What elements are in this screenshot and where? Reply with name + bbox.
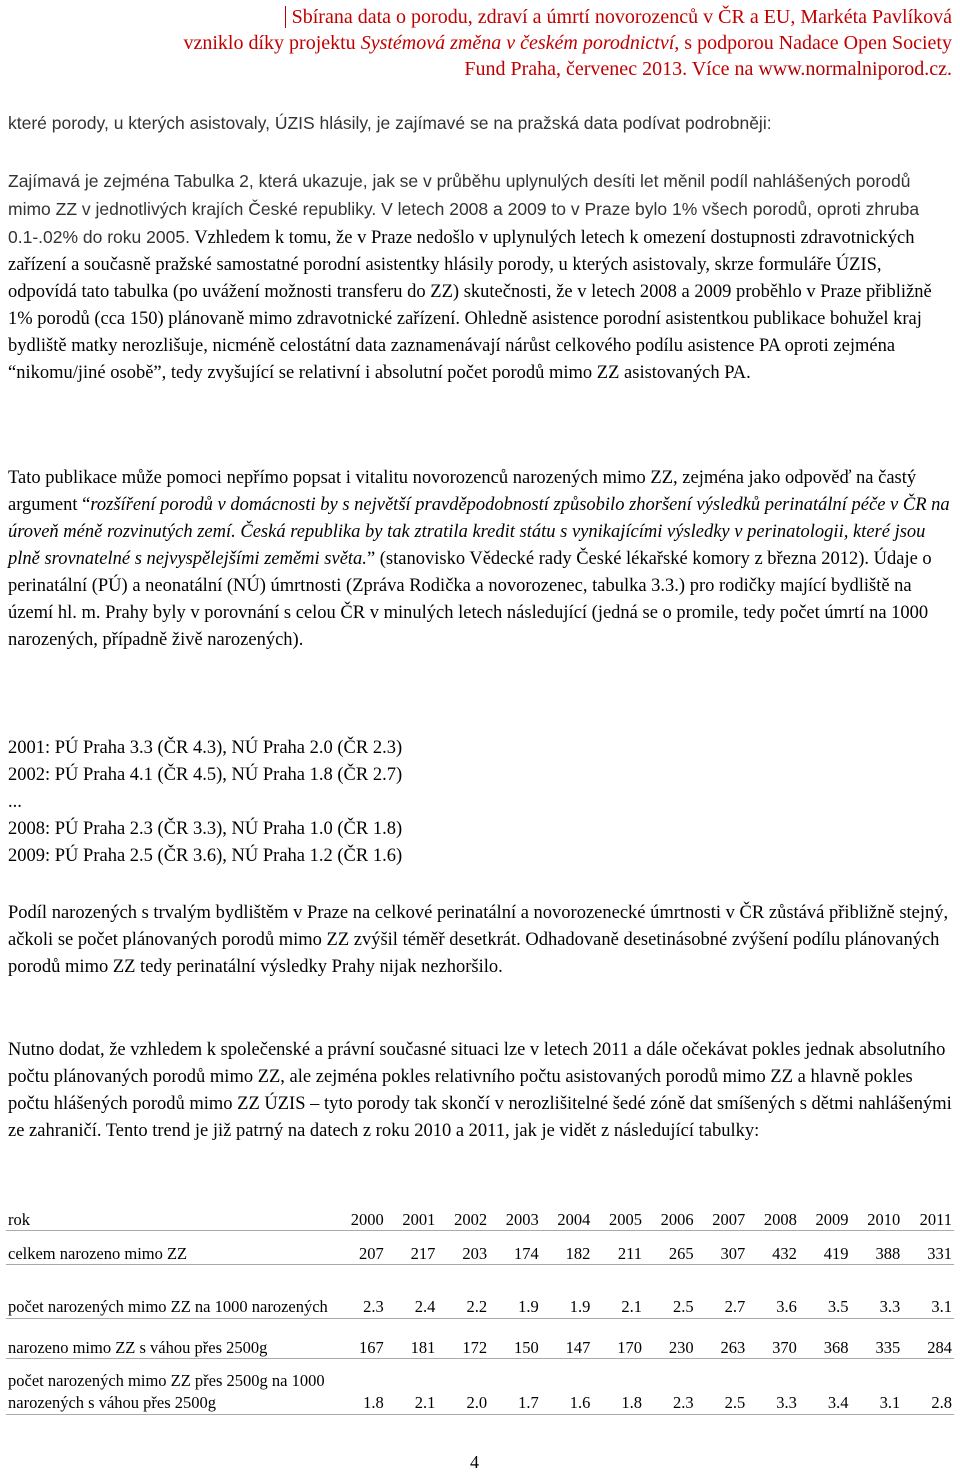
table-header-row (6, 1198, 954, 1231)
table-row-label: celkem narozeno mimo ZZ (6, 1231, 334, 1265)
header-line-1: Sbírana data o porodu, zdraví a úmrtí novorozenců v ČR a EU, Markéta Pavlíková (291, 6, 952, 28)
result-line: 2002: PÚ Praha 4.1 (ČR 4.5), NÚ Praha 1.8 (ČR 2.7) (8, 765, 403, 785)
table-cell: 211 (592, 1231, 644, 1265)
argument-quote: rozšíření porodů v domácnosti by s největší pravděpodobností způsobilo zhoršení výsledků perinatální péče v ČR na úroveň méně rozvinutých zemí. Česká republika by tak ztratila kredit státu s vynikajícími výsledky v perinatologii, které jsou plně srovnatelné s nejvyspělejšími zeměmi světa. (8, 495, 950, 569)
table-cell: 3.3 (747, 1359, 799, 1415)
table-cell: 1.9 (541, 1265, 593, 1319)
paragraph-tabulka-2-serif: Vzhledem k tomu, že v Praze nedošlo v uplynulých letech k omezení dostupnosti zdravotnických zařízení a současně pražské samostatné porodní asistentky hlásily porody, u kterých asistovaly, skrze formuláře ÚZIS, odpovídá tato tabulka (po uvážení možnosti transferu do ZZ) skutečnosti, že v letech 2008 a 2009 proběhlo v Praze přibližně 1% porodů (cca 150) plánovaně mimo zdravotnické zařízení. Ohledně asistence porodní asistentkou publikace bohužel kraj bydliště matky nerozlišuje, nicméně celostátní data zaznamenávají nárůst celkového podílu asistence PA oproti zejména “nikomu/jiné osobě”, tedy zvyšující se relativní i absolutní počet porodů mimo ZZ asistovaných PA. (8, 228, 932, 383)
intro-paragraph: které porody, u kterých asistovaly, ÚZIS hlásily, je zajímavé se na pražská data podívat podrobněji: (8, 113, 772, 133)
table-cell: 2.3 (334, 1265, 386, 1319)
header-line-3a: Fund Praha, červenec 2013. Více na (464, 58, 759, 80)
header-line-3c: . (947, 58, 952, 80)
table-header-cell: 2002 (437, 1198, 489, 1231)
table-cell: 1.6 (541, 1359, 593, 1415)
table-header-cell: 2007 (696, 1198, 748, 1231)
table-cell: 331 (902, 1231, 954, 1265)
paragraph-vitality-rest: ” (stanovisko Vědecké rady České lékařské komory z března 2012). Údaje o perinatální (PÚ) a neonatální (NÚ) úmrtnosti (Zpráva Rodička a novorozenec, tabulka 3.3.) pro rodičky mající bydliště na území hl. m. Prahy byly v porovnání s celou ČR v minulých letech následující (jedná se o promile, tedy počet úmrtí na 1000 narozených, případně živě narozených). (8, 549, 932, 650)
table-header-cell: 2003 (489, 1198, 541, 1231)
table-cell: 2.8 (902, 1359, 954, 1415)
table-cell: 2.5 (644, 1265, 696, 1319)
result-line: 2009: PÚ Praha 2.5 (ČR 3.6), NÚ Praha 1.2 (ČR 1.6) (8, 846, 403, 866)
table-header-cell: 2009 (799, 1198, 851, 1231)
result-line: 2008: PÚ Praha 2.3 (ČR 3.3), NÚ Praha 1.0 (ČR 1.8) (8, 819, 403, 839)
table-cell: 3.6 (747, 1265, 799, 1319)
table-cell: 181 (386, 1319, 438, 1359)
table-cell: 167 (334, 1319, 386, 1359)
table-cell: 263 (696, 1319, 748, 1359)
table-cell: 2.3 (644, 1359, 696, 1415)
table-row (6, 1265, 954, 1319)
table-cell: 217 (386, 1231, 438, 1265)
table-cell: 2.1 (386, 1359, 438, 1415)
table-cell: 2.0 (437, 1359, 489, 1415)
table-cell: 182 (541, 1231, 593, 1265)
table-row-label: počet narozených mimo ZZ na 1000 narozených (6, 1265, 334, 1319)
header-divider (285, 6, 286, 28)
table-cell: 172 (437, 1319, 489, 1359)
table-cell: 170 (592, 1319, 644, 1359)
paragraph-vitality-intro: Tato publikace může pomoci nepřímo popsat i vitalitu novorozenců narozených mimo ZZ, zejména jako odpověď na častý argument “ (8, 468, 917, 515)
table-header-cell: rok (6, 1198, 334, 1231)
table-cell: 3.1 (851, 1359, 903, 1415)
table-cell: 284 (902, 1319, 954, 1359)
table-row-label: narozeno mimo ZZ s váhou přes 2500g (6, 1319, 334, 1359)
table-header-cell: 2001 (386, 1198, 438, 1231)
table-row (6, 1359, 954, 1415)
result-line: ... (8, 792, 22, 812)
table-row (6, 1319, 954, 1359)
table-header-cell: 2005 (592, 1198, 644, 1231)
table-cell: 335 (851, 1319, 903, 1359)
table-cell: 1.8 (334, 1359, 386, 1415)
table-cell: 147 (541, 1319, 593, 1359)
table-cell: 265 (644, 1231, 696, 1265)
table-cell: 1.8 (592, 1359, 644, 1415)
table-header-cell: 2008 (747, 1198, 799, 1231)
table-row (6, 1231, 954, 1265)
table-cell: 230 (644, 1319, 696, 1359)
table-cell: 1.7 (489, 1359, 541, 1415)
page-number: 4 (470, 1452, 479, 1472)
births-table (6, 1198, 954, 1415)
header-project-name: Systémová změna v českém porodnictví, (360, 32, 680, 54)
table-cell: 370 (747, 1319, 799, 1359)
paragraph-trend: Nutno dodat, že vzhledem k společenské a právní současné situaci lze v letech 2011 a dále očekávat pokles jednak absolutního počtu plánovaných porodů mimo ZZ, ale zejména pokles relativního počtu asistovaných porodů mimo ZZ a hlavně pokles počtu hlášených porodů mimo ZZ ÚZIS – tyto porody tak skončí v nerozlišitelné šedé zóně dat smíšených s dětmi nahlášenými ze zahraničí. Tento trend je již patrný na datech z roku 2010 a 2011, jak je vidět z následující tabulky: (8, 1040, 952, 1141)
table-cell: 2.7 (696, 1265, 748, 1319)
paragraph-tabulka-2 (8, 168, 953, 387)
table-cell: 3.1 (902, 1265, 954, 1319)
table-cell: 150 (489, 1319, 541, 1359)
table-cell: 3.4 (799, 1359, 851, 1415)
table-row-label: počet narozených mimo ZZ přes 2500g na 1000 narozených s váhou přes 2500g (6, 1359, 334, 1415)
table-cell: 203 (437, 1231, 489, 1265)
table-cell: 174 (489, 1231, 541, 1265)
table-cell: 2.4 (386, 1265, 438, 1319)
table-header-cell: 2006 (644, 1198, 696, 1231)
page-header (12, 4, 952, 82)
table-cell: 432 (747, 1231, 799, 1265)
table-cell: 307 (696, 1231, 748, 1265)
table-cell: 3.5 (799, 1265, 851, 1319)
table-header-cell: 2004 (541, 1198, 593, 1231)
table-header-cell: 2000 (334, 1198, 386, 1231)
header-line-2c: s podporou Nadace Open Society (679, 32, 952, 54)
table-header-cell: 2010 (851, 1198, 903, 1231)
header-website-link[interactable]: www.normalniporod.cz (758, 58, 947, 80)
paragraph-praha-share: Podíl narozených s trvalým bydlištěm v Praze na celkové perinatální a novorozenecké úmrtnosti v ČR zůstává přibližně stejný, ačkoli se počet plánovaných porodů mimo ZZ zvýšil téměř desetkrát. Odhadovaně desetinásobné zvýšení podílu plánovaných porodů mimo ZZ tedy perinatální výsledky Prahy nijak nezhoršilo. (8, 903, 949, 977)
paragraph-vitality (8, 465, 953, 654)
table-cell: 419 (799, 1231, 851, 1265)
result-line: 2001: PÚ Praha 3.3 (ČR 4.3), NÚ Praha 2.0 (ČR 2.3) (8, 738, 403, 758)
table-cell: 2.5 (696, 1359, 748, 1415)
header-line-2a: vzniklo díky projektu (183, 32, 361, 54)
table-cell: 207 (334, 1231, 386, 1265)
mortality-results (8, 735, 953, 870)
table-cell: 1.9 (489, 1265, 541, 1319)
table-cell: 2.1 (592, 1265, 644, 1319)
table-header-cell: 2011 (902, 1198, 954, 1231)
table-cell: 3.3 (851, 1265, 903, 1319)
table-cell: 388 (851, 1231, 903, 1265)
paragraph-tabulka-2-sans: Zajímavá je zejména Tabulka 2, která ukazuje, jak se v průběhu uplynulých desíti let měnil podíl nahlášených porodů mimo ZZ v jednotlivých krajích České republiky. V letech 2008 a 2009 to v Praze bylo 1% všech porodů, oproti zhruba 0.1-.02% do roku 2005. (8, 171, 920, 247)
table-cell: 368 (799, 1319, 851, 1359)
table-cell: 2.2 (437, 1265, 489, 1319)
